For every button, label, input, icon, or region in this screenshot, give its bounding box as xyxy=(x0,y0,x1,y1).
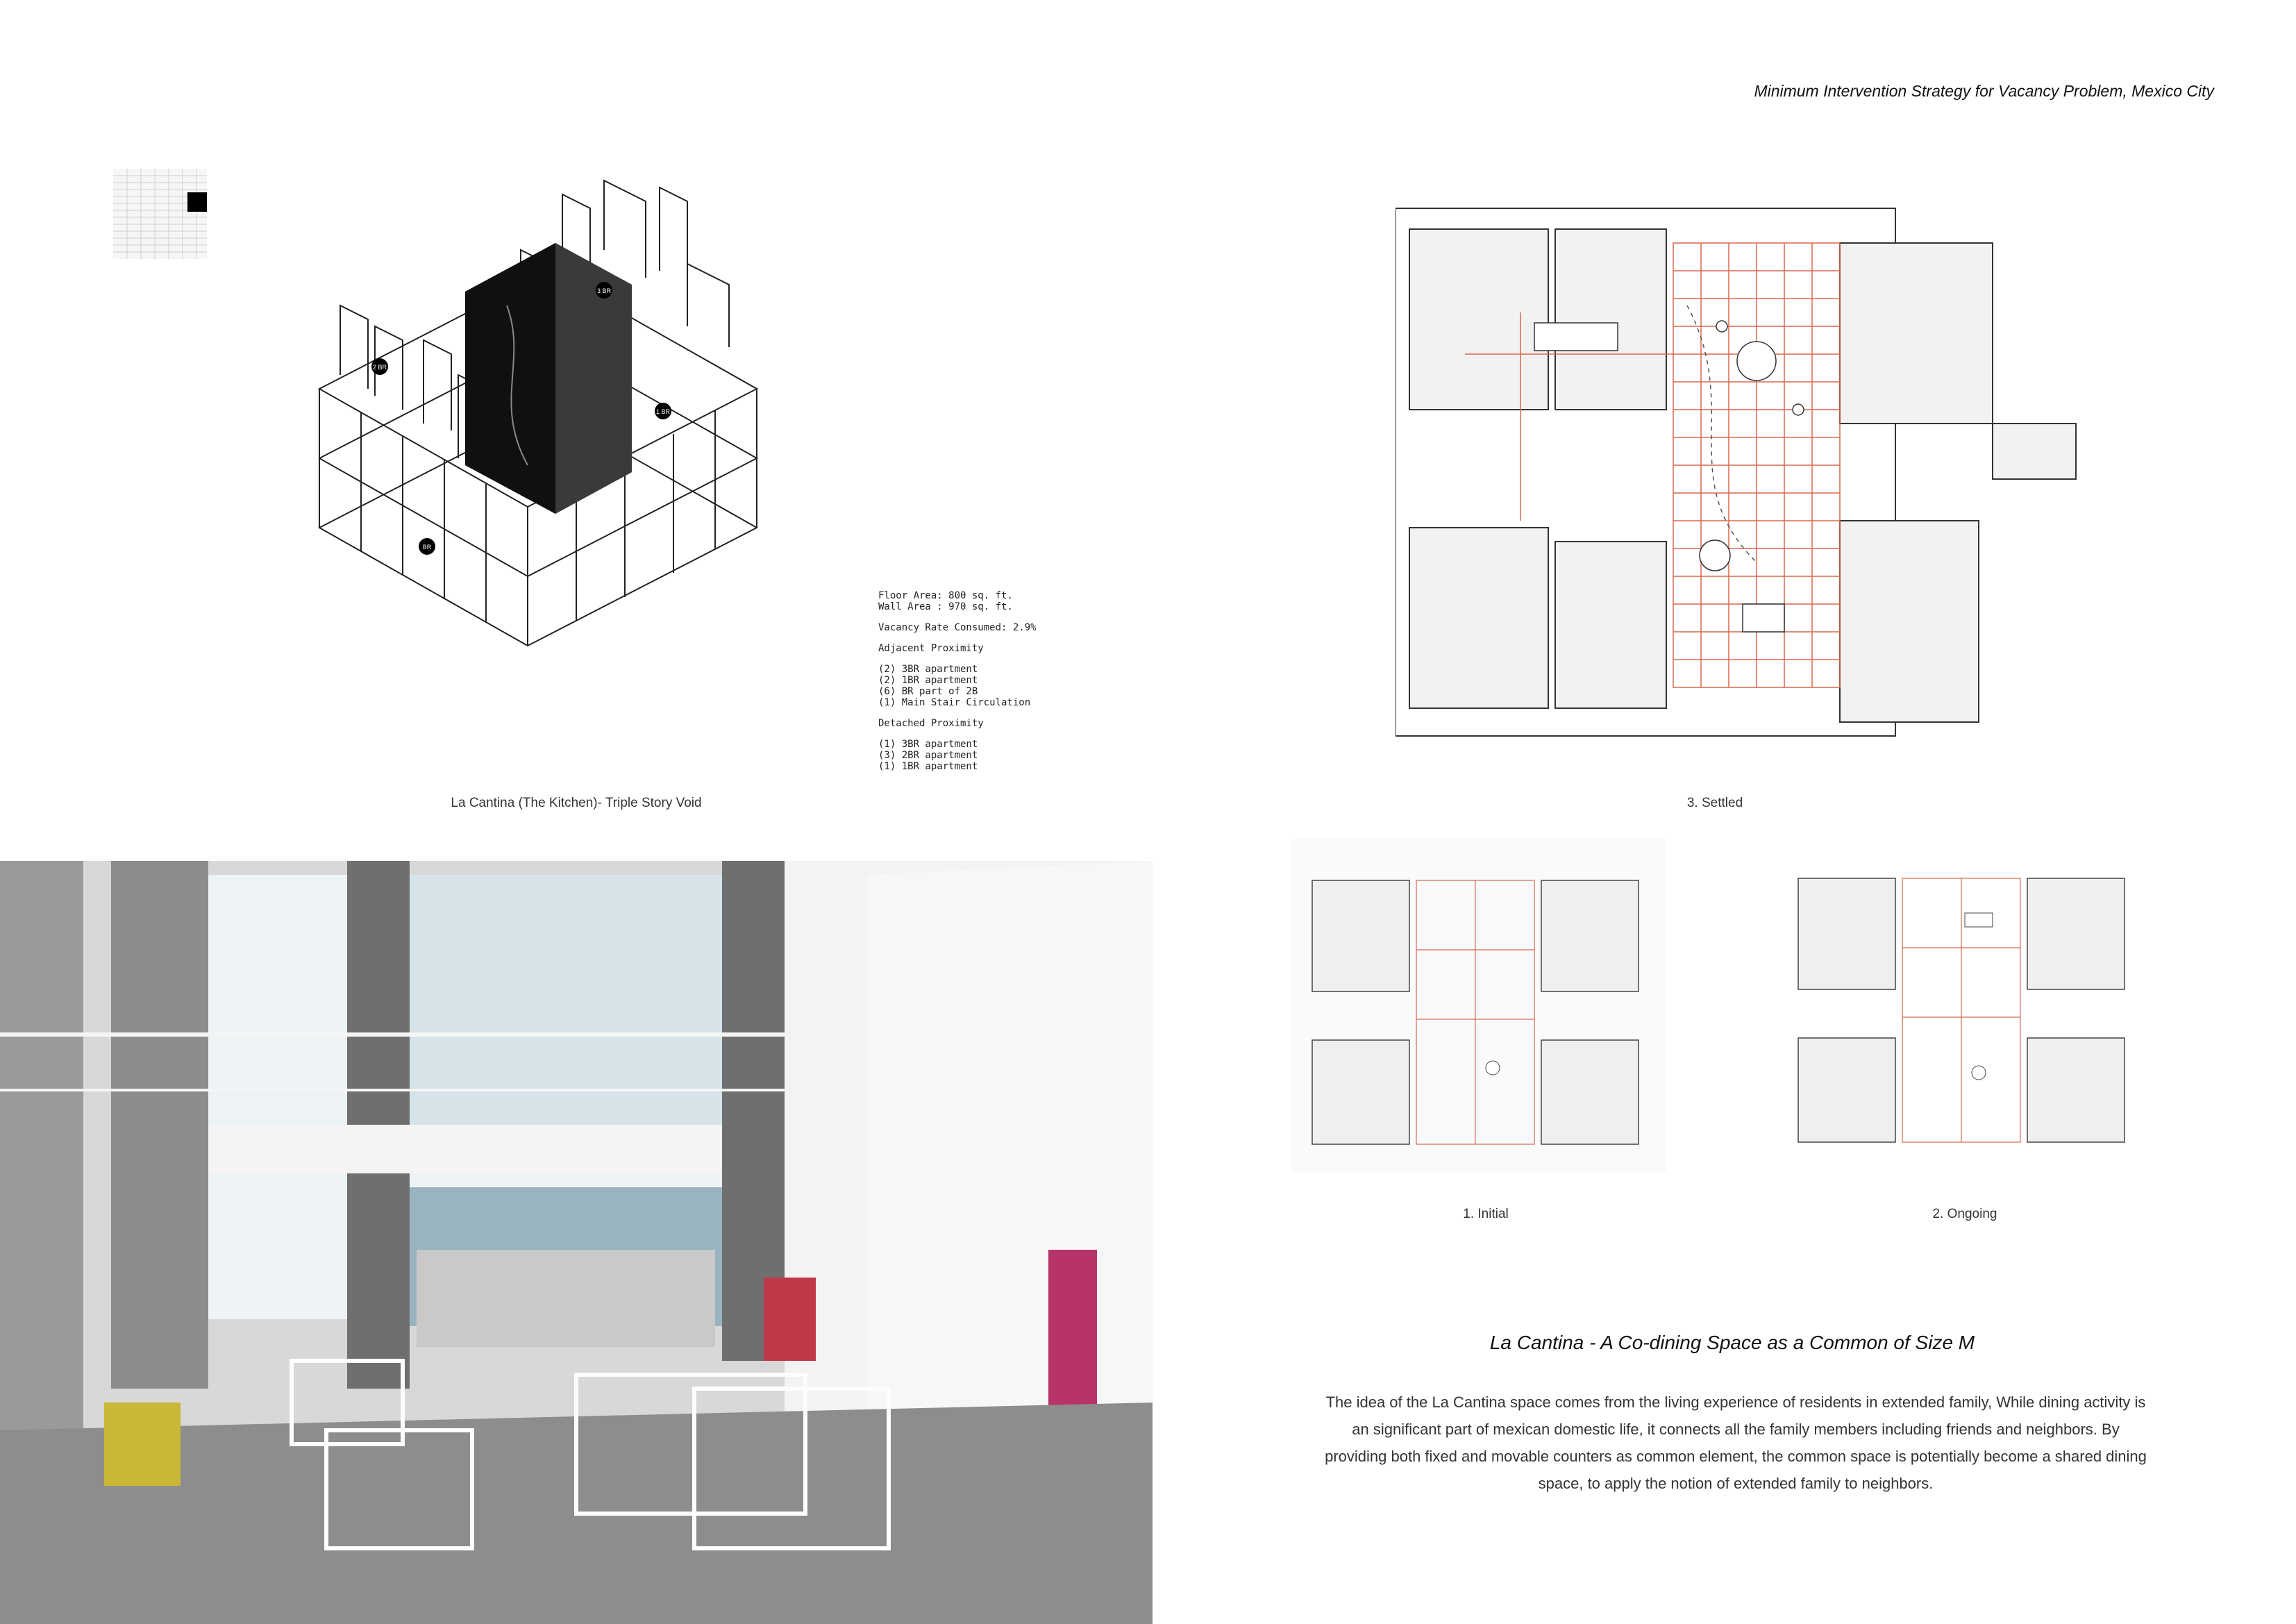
section-heading: La Cantina - A Co-dining Space as a Common of Size M xyxy=(1489,1332,1975,1353)
adjacent-heading: Adjacent Proximity xyxy=(878,643,984,654)
room-tag-2br-left xyxy=(371,358,388,375)
room-tag-3br xyxy=(596,282,612,299)
initial-plan xyxy=(1291,839,1666,1172)
wall-area: Wall Area : 970 sq. ft. xyxy=(878,601,1013,612)
stats-block xyxy=(878,590,1037,772)
axonometric-drawing xyxy=(299,167,840,694)
room-tag-1br xyxy=(655,403,671,419)
ongoing-plan xyxy=(1777,851,2152,1170)
adjacent-item: (1) Main Stair Circulation xyxy=(878,697,1031,708)
settled-caption: 3. Settled xyxy=(1686,796,1743,810)
adjacent-item: (2) 3BR apartment xyxy=(878,664,978,675)
settled-plan xyxy=(1396,201,2090,743)
initial-caption: 1. Initial xyxy=(1463,1207,1509,1221)
adjacent-item: (2) 1BR apartment xyxy=(878,675,978,686)
axonometric-caption: La Cantina (The Kitchen)- Triple Story Void xyxy=(451,796,702,810)
adjacent-item: (6) BR part of 2B xyxy=(878,686,978,697)
svg-text:3 BR: 3 BR xyxy=(596,287,612,294)
svg-text:1 BR: 1 BR xyxy=(655,408,671,415)
detached-heading: Detached Proximity xyxy=(878,718,984,729)
detached-item: (1) 1BR apartment xyxy=(878,761,978,772)
detached-item: (1) 3BR apartment xyxy=(878,739,978,750)
detached-item: (3) 2BR apartment xyxy=(878,750,978,761)
svg-text:2 BR: 2 BR xyxy=(372,364,387,371)
key-plan-thumbnail xyxy=(113,169,207,259)
vacancy-rate: Vacancy Rate Consumed: 2.9% xyxy=(878,622,1037,633)
svg-text:BR: BR xyxy=(422,544,432,551)
floor-area: Floor Area: 800 sq. ft. xyxy=(878,590,1013,601)
interior-render xyxy=(0,861,1153,1624)
description-paragraph: The idea of the La Cantina space comes from the living experience of residents in extended family, While dining activity is an significant part of mexican domestic life, it connects all the family members including friends and neighbors. By providing both fixed and movable counters as common element, the common space is potentially become a shared dining space, to apply the notion of extended family to neighbors. xyxy=(1325,1393,2147,1492)
room-tag-br xyxy=(419,538,435,555)
sheet-title: Minimum Intervention Strategy for Vacancy Problem, Mexico City xyxy=(1754,82,2214,100)
ongoing-caption: 2. Ongoing xyxy=(1932,1207,1997,1221)
